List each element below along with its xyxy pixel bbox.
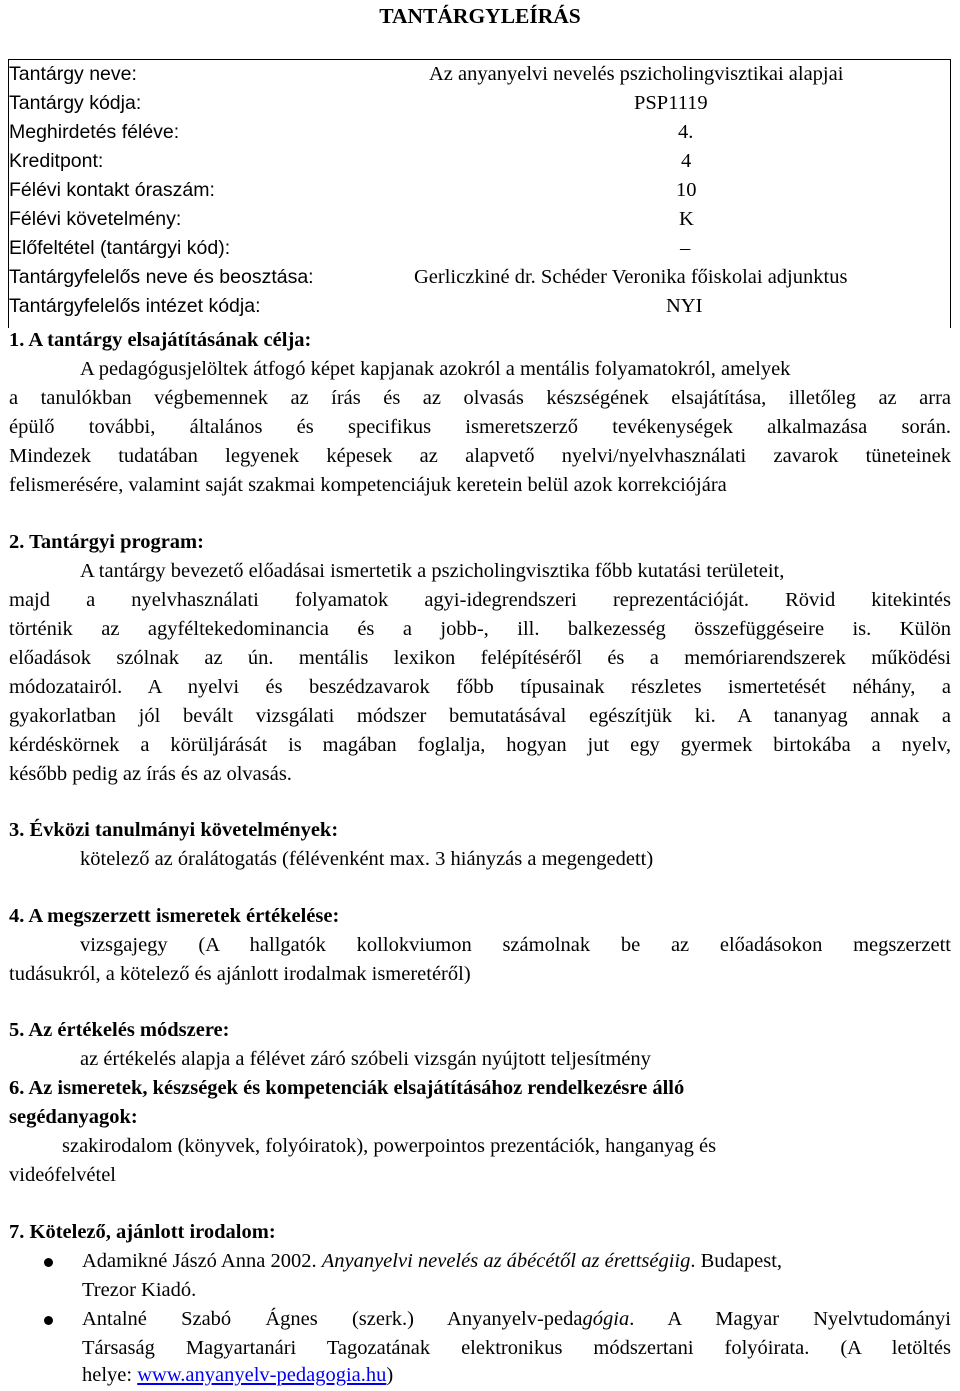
info-value: Az anyanyelvi nevelés pszicholingvisztikai alapjai [429, 63, 844, 85]
info-row-requirement [9, 205, 951, 234]
reference-2-line-1 [82, 1305, 951, 1334]
reference-2-text: . A Magyar Nyelvtudományi [629, 1308, 951, 1330]
section-5-heading: 5. Az értékelés módszere: [9, 1019, 230, 1041]
info-label: Félévi követelmény: [9, 208, 182, 230]
section-2-line: A tantárgy bevezető előadásai ismertetik a pszicholingvisztika főbb kutatási területeit, [80, 560, 785, 582]
info-value: – [680, 237, 691, 259]
reference-1-title: Anyanyelvi nevelés az ábécétől az érettségiig [321, 1250, 691, 1272]
info-row-institute [9, 292, 951, 321]
section-2-line: történik az agyféltekedominancia és a jobb-, ill. balkezesség összefüggéseire is. Külön [9, 618, 951, 640]
reference-1-place: . Budapest, [690, 1250, 783, 1272]
info-row-code [9, 89, 951, 118]
section-2-line: majd a nyelvhasználati folyamatok agyi-idegrendszeri reprezentációját. Rövid kitekintés [9, 589, 951, 611]
info-row-credits [9, 147, 951, 176]
info-row-responsible [9, 263, 951, 292]
info-value: 4. [678, 121, 694, 143]
section-6-line: videófelvétel [9, 1164, 117, 1186]
section-4-heading: 4. A megszerzett ismeretek értékelése: [9, 905, 340, 927]
section-6-heading: 6. Az ismeretek, készségek és kompetenciák elsajátításához rendelkezésre álló [9, 1077, 685, 1099]
reference-2-text: helye: [82, 1364, 138, 1386]
info-label: Tantárgyfelelős neve és beosztása: [9, 266, 314, 288]
info-label: Előfeltétel (tantárgyi kód): [9, 237, 231, 259]
info-row-semester [9, 118, 951, 147]
info-label: Kreditpont: [9, 150, 104, 172]
info-row-prerequisite [9, 234, 951, 263]
reference-1-publisher: Trezor Kiadó. [82, 1279, 197, 1301]
section-5-text: az értékelés alapja a félévet záró szóbeli vizsgán nyújtott teljesítmény [80, 1048, 651, 1070]
section-6-heading-cont: segédanyagok: [9, 1106, 138, 1128]
section-2-line: módozatairól. A nyelvi és beszédzavarok főbb típusainak részletes ismertetését néhány, a [9, 676, 951, 698]
section-7-heading: 7. Kötelező, ajánlott irodalom: [9, 1221, 276, 1243]
reference-2-line-2: Társaság Magyartanári Tagozatának elektronikus módszertani folyóirata. (A letöltés [82, 1337, 951, 1359]
section-3-text: kötelező az óralátogatás (félévenként max. 3 hiányzás a megengedett) [80, 848, 654, 870]
section-3-heading: 3. Évközi tanulmányi követelmények: [9, 819, 339, 841]
reference-2-italic: gógia [582, 1308, 630, 1330]
info-row-hours [9, 176, 951, 205]
bullet-icon [44, 1258, 53, 1267]
section-1-line: épülő további, általános és specifikus ismeretszerző tevékenységek alkalmazása során. [9, 416, 951, 438]
info-value: 10 [676, 179, 697, 201]
reference-2-text: ) [386, 1364, 394, 1386]
section-1-heading: 1. A tantárgy elsajátításának célja: [9, 329, 312, 351]
document-title: TANTÁRGYLEÍRÁS [379, 4, 581, 28]
section-1-line: felismerésére, valamint saját szakmai kompetenciájuk keretein belül azok korrekciójára [9, 474, 727, 496]
info-label: Tantárgy kódja: [9, 92, 142, 114]
info-label: Meghirdetés féléve: [9, 121, 180, 143]
info-label: Tantárgy neve: [9, 63, 137, 85]
reference-2-line-3 [82, 1361, 393, 1390]
section-4-line: vizsgajegy (A hallgatók kollokviumon számolnak be az előadásokon megszerzett [80, 934, 951, 956]
info-value: Gerliczkiné dr. Schéder Veronika főiskolai adjunktus [414, 266, 848, 288]
bullet-icon [44, 1316, 53, 1325]
info-row-name [9, 60, 951, 89]
section-2-line: gyakorlatban jól bevált vizsgálati módszer bemutatásával egészítjük ki. A tananyag annak a [9, 705, 951, 727]
info-label: Félévi kontakt óraszám: [9, 179, 215, 201]
info-value: 4 [681, 150, 692, 172]
section-1-line: Mindezek tudatában legyenek képesek az alapvető nyelvi/nyelvhasználati zavarok tüneteinek [9, 445, 951, 467]
info-value: PSP1119 [634, 92, 708, 114]
section-1-line: A pedagógusjelöltek átfogó képet kapjanak azokról a mentális folyamatokról, amelyek [80, 358, 791, 380]
reference-2-text: Antalné Szabó Ágnes (szerk.) Anyanyelv-peda [82, 1308, 583, 1330]
info-value: K [679, 208, 694, 230]
info-label: Tantárgyfelelős intézet kódja: [9, 295, 261, 317]
info-value: NYI [666, 295, 703, 317]
section-4-line: tudásukról, a kötelező és ajánlott irodalmak ismeretéről) [9, 963, 471, 985]
section-2-line: kérdéskörnek a körüljárását is magában foglalja, hogyan jut egy gyermek birtokába a nyelv, [9, 734, 951, 756]
section-6-line: szakirodalom (könyvek, folyóiratok), powerpointos prezentációk, hanganyag és [62, 1135, 717, 1157]
section-2-heading: 2. Tantárgyi program: [9, 531, 204, 553]
section-2-line: előadások szólnak az ún. mentális lexikon felépítéséről és a memóriarendszerek működési [9, 647, 951, 669]
reference-1-author: Adamikné Jászó Anna 2002. [82, 1250, 322, 1272]
section-1-line: a tanulókban végbemennek az írás és az olvasás készségének elsajátítása, illetőleg az arra [9, 387, 951, 409]
reference-1 [82, 1247, 782, 1276]
section-2-line: később pedig az írás és az olvasás. [9, 763, 292, 785]
reference-2-link[interactable]: www.anyanyelv-pedagogia.hu [137, 1364, 387, 1386]
